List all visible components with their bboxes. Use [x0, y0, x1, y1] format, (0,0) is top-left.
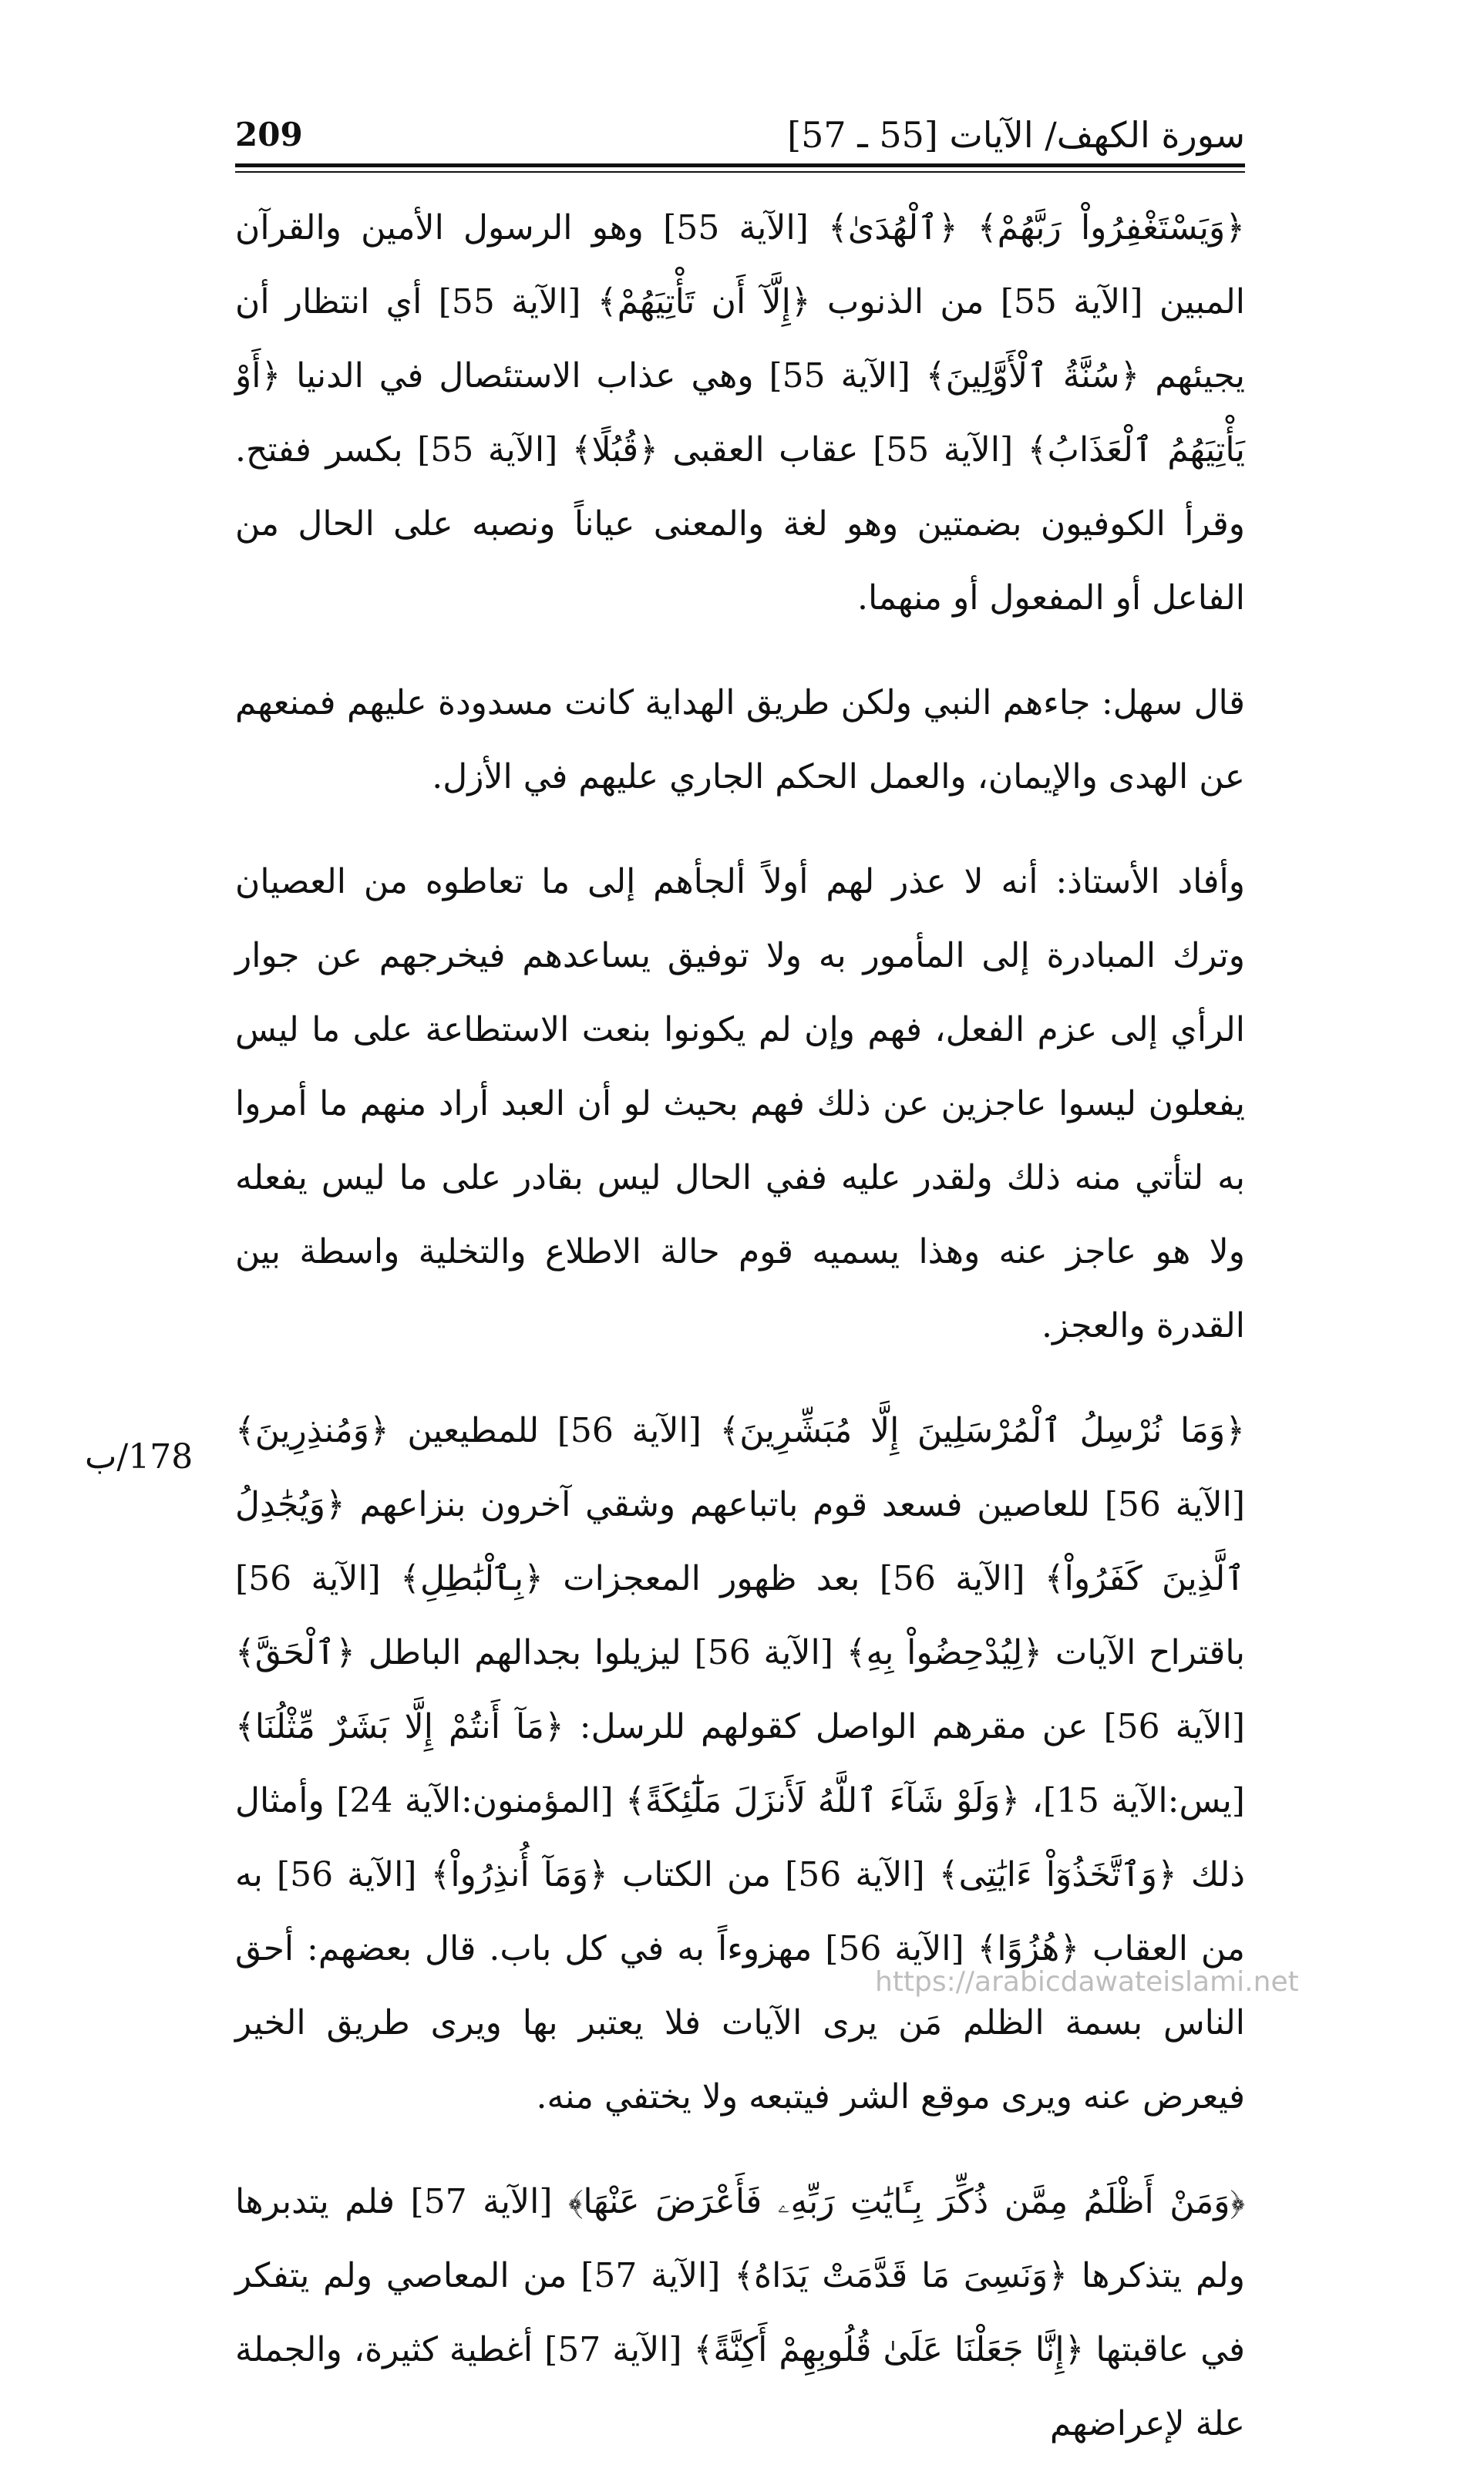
- watermark-url: https://arabicdawateislami.net: [875, 1966, 1299, 1998]
- manuscript-folio-note: 178/ب: [85, 1437, 193, 1477]
- paragraph-ustadh: وأفاد الأستاذ: أنه لا عذر لهم أولاً ألجأهم إلى ما تعاطوه من العصيان وترك المبادرة إلى المأمور به ولا توفيق يساعدهم فيخرجهم عن جوار الرأي إلى عزم الفعل، فهم وإن لم يكونوا بنعت الاستطاعة على ما ليس يفعلون ليسوا عاجزين عن ذلك فهم بحيث لو أن العبد أراد منهم ما أمروا به لتأتي منه ذلك ولقدر عليه ففي الحال ليس بقادر على ما ليس يفعله ولا هو عاجز عنه وهذا يسميه قوم حالة الاطلاع والتخلية واسطة بين القدرة والعجز.: [235, 862, 1245, 1345]
- header-rule-thick: [235, 163, 1245, 167]
- surah-header-title: سورة الكهف/ الآيات [55 ـ 57]: [787, 114, 1245, 156]
- paragraph-sahl: قال سهل: جاءهم النبي ولكن طريق الهداية كانت مسدودة عليهم فمنعهم عن الهدى والإيمان، والعمل الحكم الجاري عليهم في الأزل.: [235, 683, 1245, 796]
- paragraph-verse-57: ﴿وَمَنْ أَظْلَمُ مِمَّن ذُكِّرَ بِـَٔايَٰتِ رَبِّهِۦ فَأَعْرَضَ عَنْهَا﴾ [الآية 57] فلم يتدبرها ولم يتذكرها ﴿وَنَسِىَ مَا قَدَّمَتْ يَدَاهُ﴾ [الآية 57] من المعاصي ولم يتفكر في عاقبتها ﴿إِنَّا جَعَلْنَا عَلَىٰ قُلُوبِهِمْ أَكِنَّةً﴾ [الآية 57] أغطية كثيرة، والجملة علة لإعراضهم: [235, 2182, 1245, 2443]
- page-header: [235, 108, 1245, 162]
- page-number: 209: [235, 116, 303, 153]
- paragraph-verse-56: ﴿وَمَا نُرْسِلُ ٱلْمُرْسَلِينَ إِلَّا مُبَشِّرِينَ﴾ [الآية 56] للمطيعين ﴿وَمُنذِرِينَ﴾ [الآية 56] للعاصين فسعد قوم باتباعهم وشقي آخرون بنزاعهم ﴿وَيُجَٰدِلُ ٱلَّذِينَ كَفَرُواْ﴾ [الآية 56] بعد ظهور المعجزات ﴿بِٱلْبَٰطِلِ﴾ [الآية 56] باقتراح الآيات ﴿لِيُدْحِضُواْ بِهِ﴾ [الآية 56] ليزيلوا بجدالهم الباطل ﴿ٱلْحَقَّ﴾ [الآية 56] عن مقرهم الواصل كقولهم للرسل: ﴿مَآ أَنتُمْ إِلَّا بَشَرٌ مِّثْلُنَا﴾ [يس:الآية 15]، ﴿وَلَوْ شَآءَ ٱللَّهُ لَأَنزَلَ مَلَٰٓئِكَةً﴾ [المؤمنون:الآية 24] وأمثال ذلك ﴿وَٱتَّخَذُوٓاْ ءَايَٰتِى﴾ [الآية 56] من الكتاب ﴿وَمَآ أُنذِرُواْ﴾ [الآية 56] به من العقاب ﴿هُزُوًا﴾ [الآية 56] مهزوءاً به في كل باب. قال بعضهم: أحق الناس بسمة الظلم مَن يرى الآيات فلا يعتبر بها ويرى طريق الخير فيعرض عنه ويرى موقع الشر فيتبعه ولا يختفي منه.: [235, 1411, 1246, 2117]
- paragraph-verse-55: ﴿وَيَسْتَغْفِرُواْ رَبَّهُمْ﴾ ﴿ٱلْهُدَىٰ﴾ [الآية 55] وهو الرسول الأمين والقرآن المبين [الآية 55] من الذنوب ﴿إِلَّآ أَن تَأْتِيَهُمْ﴾ [الآية 55] أي انتظار أن يجيئهم ﴿سُنَّةُ ٱلْأَوَّلِينَ﴾ [الآية 55] وهي عذاب الاستئصال في الدنيا ﴿أَوْ يَأْتِيَهُمُ ٱلْعَذَابُ﴾ [الآية 55] عقاب العقبى ﴿قُبُلًا﴾ [الآية 55] بكسر ففتح. وقرأ الكوفيون بضمتين وهو لغة والمعنى عياناً ونصبه على الحال من الفاعل أو المفعول أو منهما.: [235, 208, 1245, 618]
- page-body: [235, 191, 1245, 2492]
- header-rule-thin: [235, 171, 1245, 173]
